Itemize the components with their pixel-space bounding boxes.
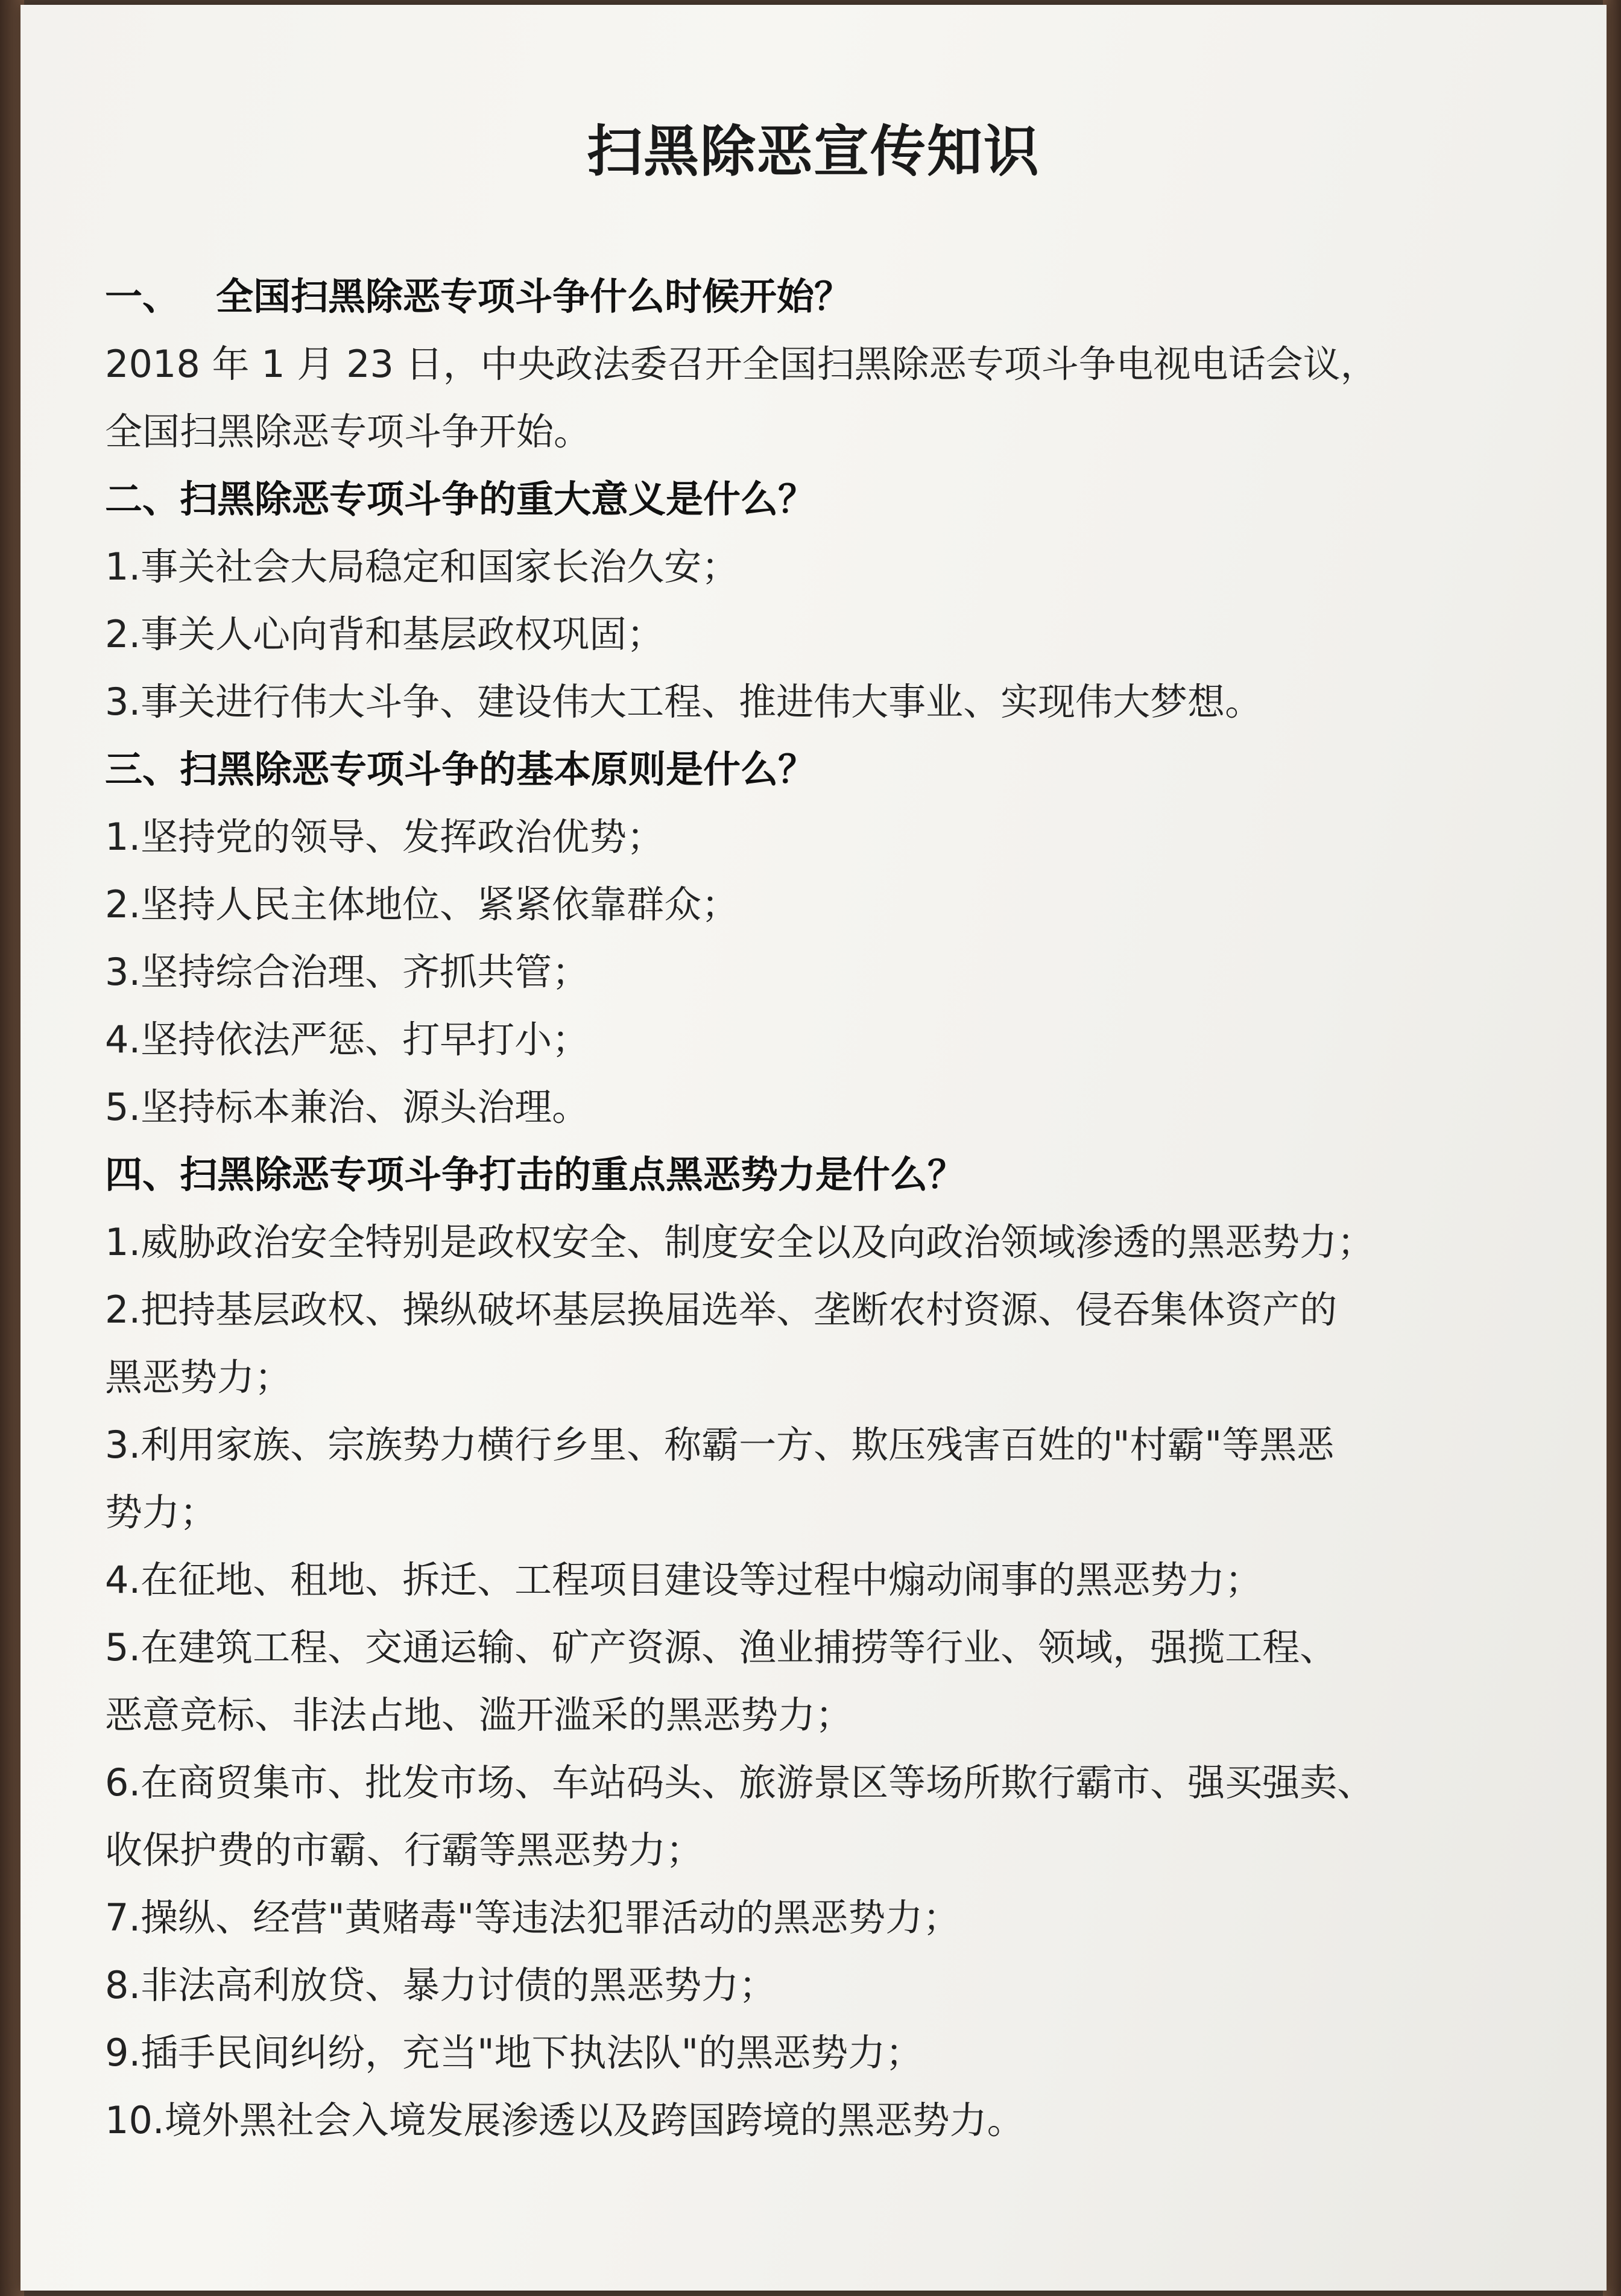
section-heading-2: 二、扫黑除恶专项斗争的重大意义是什么？: [105, 477, 816, 521]
list-item: 3.事关进行伟大斗争、建设伟大工程、推进伟大事业、实现伟大梦想。: [105, 680, 1263, 724]
list-item: 3.坚持综合治理、齐抓共管；: [105, 950, 590, 994]
list-item-continuation: 收保护费的市霸、行霸等黑恶势力；: [105, 1828, 704, 1872]
paper-sheet: [21, 5, 1607, 2291]
section-heading-3: 三、扫黑除恶专项斗争的基本原则是什么？: [105, 747, 816, 791]
list-item-continuation: 黑恶势力；: [105, 1355, 292, 1399]
list-item: 1.威胁政治安全特别是政权安全、制度安全以及向政治领域渗透的黑恶势力；: [105, 1220, 1375, 1264]
list-item-continuation: 恶意竞标、非法占地、滥开滥采的黑恶势力；: [105, 1693, 853, 1737]
list-item: 3.利用家族、宗族势力横行乡里、称霸一方、欺压残害百姓的"村霸"等黑恶: [105, 1423, 1335, 1467]
list-item: 1.事关社会大局稳定和国家长治久安；: [105, 545, 739, 589]
list-item: 5.坚持标本兼治、源头治理。: [105, 1085, 590, 1129]
list-item: 4.坚持依法严惩、打早打小；: [105, 1017, 590, 1061]
list-item: 9.插手民间纠纷，充当"地下执法队"的黑恶势力；: [105, 2031, 923, 2075]
document-title: 扫黑除恶宣传知识: [586, 119, 1040, 184]
section-heading-4: 四、扫黑除恶专项斗争打击的重点黑恶势力是什么？: [105, 1153, 965, 1197]
document-body: [105, 263, 1600, 2154]
list-item: 2.坚持人民主体地位、紧紧依靠群众；: [105, 882, 739, 926]
list-item: 7.操纵、经营"黄赌毒"等违法犯罪活动的黑恶势力；: [105, 1896, 961, 1940]
list-item: 8.非法高利放贷、暴力讨债的黑恶势力；: [105, 1963, 777, 2007]
list-item: 2.把持基层政权、操纵破坏基层换届选举、垄断农村资源、侵吞集体资产的: [105, 1288, 1338, 1332]
list-item: 1.坚持党的领导、发挥政治优势；: [105, 815, 665, 859]
list-item: 2.事关人心向背和基层政权巩固；: [105, 612, 665, 656]
list-item-continuation: 势力；: [105, 1490, 218, 1534]
list-item: 5.在建筑工程、交通运输、矿产资源、渔业捕捞等行业、领域，强揽工程、: [105, 1625, 1338, 1669]
list-item: 4.在征地、租地、拆迁、工程项目建设等过程中煽动闹事的黑恶势力；: [105, 1558, 1263, 1602]
list-item: 6.在商贸集市、批发市场、车站码头、旅游景区等场所欺行霸市、强买强卖、: [105, 1760, 1375, 1804]
list-item: 10.境外黑社会入境发展渗透以及跨国跨境的黑恶势力。: [105, 2098, 1025, 2142]
body-line: 全国扫黑除恶专项斗争开始。: [105, 410, 592, 454]
section-heading-text: 全国扫黑除恶专项斗争什么时候开始？: [216, 274, 852, 318]
section-heading-1: [105, 263, 1600, 330]
body-line: 2018 年 1 月 23 日，中央政法委召开全国扫黑除恶专项斗争电视电话会议，: [105, 342, 1378, 386]
section-heading-number: 一、: [105, 274, 180, 318]
